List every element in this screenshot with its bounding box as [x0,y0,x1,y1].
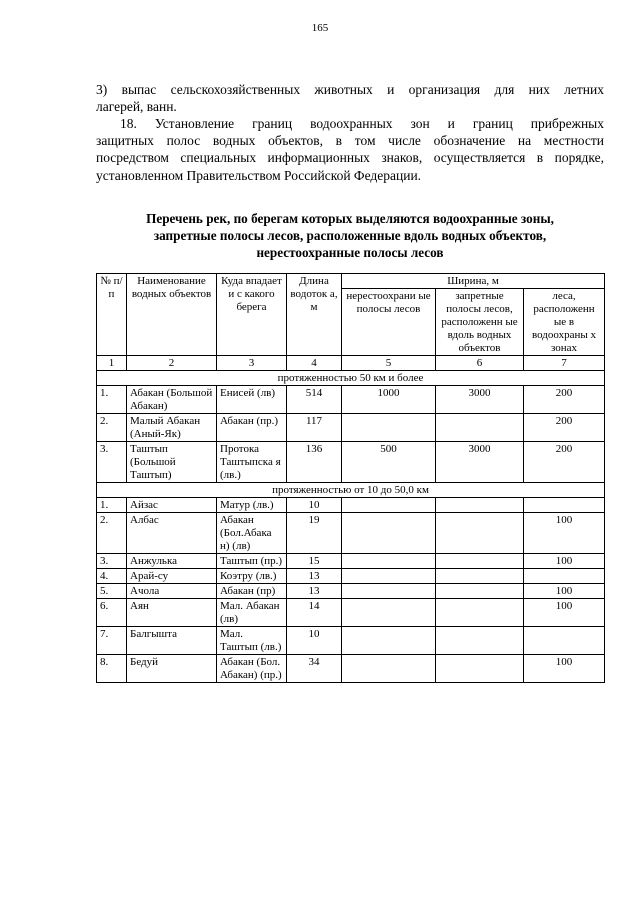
cell-length: 34 [287,655,342,683]
column-number: 1 [97,356,127,371]
cell-num: 3. [97,442,127,483]
paragraph-line: 3) выпас сельскохозяйственных животных и организация для них летних [96,82,604,97]
cell-length: 10 [287,627,342,655]
cell-spawning [342,554,436,569]
cell-num: 2. [97,513,127,554]
table-row [97,513,605,554]
cell-length: 14 [287,599,342,627]
cell-length: 19 [287,513,342,554]
table-row [97,414,605,442]
column-number: 5 [342,356,436,371]
header-flows-into: Куда впадает и с какого берега [217,274,287,356]
header-forbidden-strips: запретные полосы лесов, расположенн ые вдоль водных объектов [436,289,524,356]
heading-line: Перечень рек, по берегам которых выделяются водоохранные зоны, [146,211,554,226]
table-body [97,371,605,683]
heading-line: запретные полосы лесов, расположенные вдоль водных объектов, [153,228,547,243]
cell-spawning [342,569,436,584]
table-row [97,584,605,599]
cell-num: 5. [97,584,127,599]
cell-flows-into: Енисей (лв) [217,386,287,414]
cell-num: 4. [97,569,127,584]
cell-length: 10 [287,498,342,513]
table-row [97,498,605,513]
cell-length: 15 [287,554,342,569]
cell-flows-into: Абакан (пр) [217,584,287,599]
table-row [97,442,605,483]
rivers-table [96,273,605,683]
cell-forbidden [436,627,524,655]
cell-flows-into: Абакан (пр.) [217,414,287,442]
cell-forbidden: 3000 [436,442,524,483]
cell-flows-into: Коэтру (лв.) [217,569,287,584]
paragraph-line: лагерей, ванн. [96,99,177,115]
header-length: Длина водоток а, м [287,274,342,356]
cell-spawning [342,513,436,554]
column-number: 6 [436,356,524,371]
column-number: 3 [217,356,287,371]
header-name: Наименование водных объектов [127,274,217,356]
header-width-group: Ширина, м [342,274,605,289]
table-row [97,554,605,569]
cell-spawning: 1000 [342,386,436,414]
cell-spawning [342,584,436,599]
header-protected-forests: леса, расположенн ые в водоохраны х зонах [524,289,605,356]
cell-forests: 100 [524,513,605,554]
cell-forbidden [436,414,524,442]
table-heading [100,210,600,261]
cell-name: Балгышта [127,627,217,655]
cell-spawning [342,627,436,655]
cell-num: 6. [97,599,127,627]
column-number: 4 [287,356,342,371]
table-row [97,569,605,584]
cell-name: Анжулька [127,554,217,569]
header-row [97,274,605,289]
cell-name: Таштып (Большой Таштып) [127,442,217,483]
cell-length: 117 [287,414,342,442]
cell-flows-into: Абакан (Бол.Абака н) (лв) [217,513,287,554]
table-row [97,627,605,655]
cell-flows-into: Абакан (Бол. Абакан) (пр.) [217,655,287,683]
cell-forests: 100 [524,584,605,599]
cell-name: Аян [127,599,217,627]
cell-flows-into: Протока Таштыпска я (лв.) [217,442,287,483]
cell-spawning [342,414,436,442]
column-number-row [97,356,605,371]
cell-name: Арай-су [127,569,217,584]
table-row [97,655,605,683]
section-row-50km [97,371,605,386]
header-num: № п/п [97,274,127,356]
cell-forbidden [436,569,524,584]
cell-spawning [342,498,436,513]
cell-num: 7. [97,627,127,655]
cell-flows-into: Мал. Абакан (лв) [217,599,287,627]
cell-spawning [342,655,436,683]
paragraph-livestock [96,81,604,115]
cell-name: Абакан (Большой Абакан) [127,386,217,414]
table-row [97,599,605,627]
paragraph-line: защитных полос водных объектов, в том числе обозначение на местности [96,133,604,149]
cell-forests [524,569,605,584]
section-row-10-50km [97,483,605,498]
cell-flows-into: Таштып (пр.) [217,554,287,569]
section-title: протяженностью 50 км и более [97,371,605,386]
cell-forbidden: 3000 [436,386,524,414]
page-number: 165 [311,22,329,34]
column-number: 2 [127,356,217,371]
cell-length: 13 [287,569,342,584]
cell-forests: 100 [524,554,605,569]
cell-forbidden [436,655,524,683]
cell-forests [524,627,605,655]
cell-forbidden [436,584,524,599]
cell-forests: 200 [524,386,605,414]
cell-forests [524,498,605,513]
paragraph-line: 18. Установление границ водоохранных зон и границ прибрежных [120,116,604,131]
cell-forests: 100 [524,655,605,683]
cell-name: Ачола [127,584,217,599]
cell-forbidden [436,513,524,554]
cell-flows-into: Мал. Таштып (лв.) [217,627,287,655]
section-title: протяженностью от 10 до 50,0 км [97,483,605,498]
cell-forbidden [436,554,524,569]
cell-name: Айзас [127,498,217,513]
table-row [97,386,605,414]
header-spawning-strips: нерестоохрани ые полосы лесов [342,289,436,356]
cell-num: 3. [97,554,127,569]
cell-num: 1. [97,498,127,513]
cell-name: Албас [127,513,217,554]
cell-forbidden [436,599,524,627]
cell-length: 136 [287,442,342,483]
cell-flows-into: Матур (лв.) [217,498,287,513]
cell-spawning [342,599,436,627]
cell-forbidden [436,498,524,513]
cell-length: 13 [287,584,342,599]
column-number: 7 [524,356,605,371]
cell-forests: 200 [524,442,605,483]
cell-length: 514 [287,386,342,414]
cell-num: 2. [97,414,127,442]
cell-name: Малый Абакан (Аный-Як) [127,414,217,442]
paragraph-boundaries [96,115,604,184]
heading-line: нерестоохранные полосы лесов [256,245,444,260]
cell-forests: 100 [524,599,605,627]
cell-num: 8. [97,655,127,683]
cell-name: Бедуй [127,655,217,683]
cell-spawning: 500 [342,442,436,483]
cell-num: 1. [97,386,127,414]
paragraph-line: посредством специальных информационных знаков, осуществляется в порядке, [96,150,604,166]
cell-forests: 200 [524,414,605,442]
paragraph-line: установленном Правительством Российской Федерации. [96,167,422,183]
